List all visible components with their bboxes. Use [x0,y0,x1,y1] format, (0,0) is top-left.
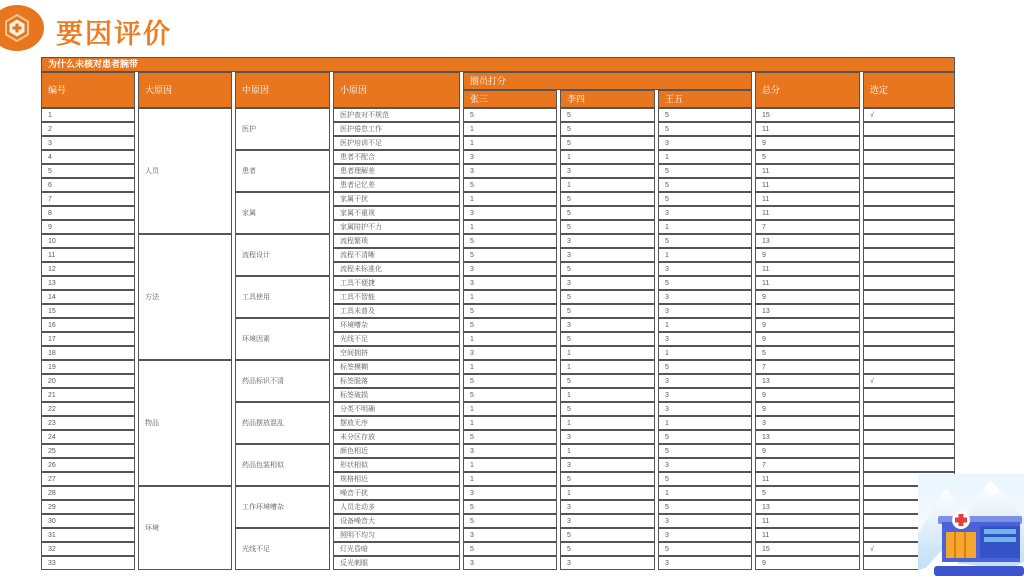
score-cell-member1: 5 [463,514,557,528]
score-cell-member3: 5 [658,430,752,444]
score-cell-member1: 5 [463,178,557,192]
selected-cell [863,332,955,346]
total-cell: 11 [755,178,860,192]
score-cell-member3: 1 [658,220,752,234]
score-cell-member3: 3 [658,556,752,570]
header-total: 总分 [755,72,860,108]
score-cell-member3: 3 [658,514,752,528]
score-cell-member1: 5 [463,542,557,556]
table-row [41,234,955,248]
row-number-cell: 5 [41,164,135,178]
minor-cause-cell: 标签模糊 [333,360,460,374]
row-number-cell: 21 [41,388,135,402]
total-cell: 9 [755,248,860,262]
score-cell-member2: 5 [560,472,655,486]
score-cell-member1: 5 [463,500,557,514]
score-cell-member3: 5 [658,108,752,122]
score-cell-member3: 3 [658,402,752,416]
score-cell-member3: 1 [658,248,752,262]
header-member-3: 王五 [658,90,752,108]
selected-cell [863,304,955,318]
score-cell-member1: 3 [463,206,557,220]
header-member-scoring: 圈员打分 [463,72,752,90]
row-number-cell: 9 [41,220,135,234]
score-cell-member3: 5 [658,360,752,374]
total-cell: 7 [755,360,860,374]
row-number-cell: 12 [41,262,135,276]
score-cell-member3: 5 [658,472,752,486]
score-cell-member1: 5 [463,108,557,122]
row-number-cell: 1 [41,108,135,122]
score-cell-member1: 1 [463,122,557,136]
row-number-cell: 30 [41,514,135,528]
row-number-cell: 6 [41,178,135,192]
score-cell-member1: 5 [463,248,557,262]
score-cell-member2: 5 [560,542,655,556]
row-number-cell: 27 [41,472,135,486]
score-cell-member1: 3 [463,486,557,500]
score-cell-member3: 3 [658,262,752,276]
score-cell-member2: 5 [560,122,655,136]
score-cell-member2: 3 [560,276,655,290]
score-cell-member1: 1 [463,458,557,472]
minor-cause-cell: 家属干扰 [333,192,460,206]
selected-cell [863,416,955,430]
minor-cause-cell: 流程未标准化 [333,262,460,276]
score-cell-member1: 1 [463,360,557,374]
row-number-cell: 2 [41,122,135,136]
score-cell-member1: 3 [463,556,557,570]
row-number-cell: 13 [41,276,135,290]
score-cell-member1: 1 [463,402,557,416]
row-number-cell: 17 [41,332,135,346]
table-header-row [41,72,955,90]
score-cell-member1: 5 [463,318,557,332]
header-major-cause: 大原因 [138,72,232,108]
score-cell-member2: 1 [560,346,655,360]
mid-cause-cell: 流程设计 [235,234,330,276]
total-cell: 13 [755,430,860,444]
minor-cause-cell: 患者理解差 [333,164,460,178]
total-cell: 11 [755,528,860,542]
selected-cell [863,178,955,192]
score-cell-member3: 1 [658,150,752,164]
mid-cause-cell: 药品摆放混乱 [235,402,330,444]
row-number-cell: 28 [41,486,135,500]
total-cell: 9 [755,402,860,416]
score-cell-member1: 1 [463,290,557,304]
score-cell-member1: 5 [463,374,557,388]
selected-cell [863,206,955,220]
row-number-cell: 4 [41,150,135,164]
total-cell: 13 [755,374,860,388]
row-number-cell: 3 [41,136,135,150]
selected-cell [863,150,955,164]
selected-cell [863,136,955,150]
row-number-cell: 32 [41,542,135,556]
total-cell: 7 [755,220,860,234]
table-row [41,486,955,500]
score-cell-member3: 1 [658,318,752,332]
score-cell-member2: 5 [560,374,655,388]
total-cell: 13 [755,234,860,248]
mid-cause-cell: 工具使用 [235,276,330,318]
score-cell-member3: 3 [658,374,752,388]
score-cell-member2: 3 [560,458,655,472]
major-cause-cell: 方法 [138,234,232,360]
hospital-illustration [918,474,1024,576]
score-cell-member3: 5 [658,276,752,290]
mid-cause-cell: 药品包装相似 [235,444,330,486]
total-cell: 5 [755,486,860,500]
score-cell-member3: 1 [658,486,752,500]
table-title: 为什么未核对患者腕带 [41,57,955,72]
minor-cause-cell: 家属不重视 [333,206,460,220]
mid-cause-cell: 家属 [235,192,330,234]
selected-cell [863,444,955,458]
row-number-cell: 25 [41,444,135,458]
selected-cell [863,276,955,290]
score-cell-member1: 1 [463,332,557,346]
minor-cause-cell: 患者记忆差 [333,178,460,192]
mid-cause-cell: 患者 [235,150,330,192]
total-cell: 3 [755,416,860,430]
score-cell-member2: 1 [560,178,655,192]
minor-cause-cell: 形状相似 [333,458,460,472]
row-number-cell: 14 [41,290,135,304]
score-cell-member3: 3 [658,136,752,150]
score-cell-member3: 1 [658,416,752,430]
score-cell-member2: 5 [560,192,655,206]
selected-cell [863,290,955,304]
score-cell-member2: 3 [560,430,655,444]
score-cell-member1: 1 [463,192,557,206]
selected-cell [863,360,955,374]
minor-cause-cell: 反光刺眼 [333,556,460,570]
score-cell-member1: 3 [463,150,557,164]
score-cell-member2: 5 [560,332,655,346]
selected-cell [863,318,955,332]
row-number-cell: 31 [41,528,135,542]
total-cell: 9 [755,332,860,346]
score-cell-member3: 5 [658,444,752,458]
total-cell: 9 [755,556,860,570]
score-cell-member3: 5 [658,234,752,248]
table-row [41,360,955,374]
minor-cause-cell: 照明不均匀 [333,528,460,542]
minor-cause-cell: 环境嘈杂 [333,318,460,332]
score-cell-member3: 5 [658,500,752,514]
score-cell-member1: 1 [463,416,557,430]
score-cell-member3: 3 [658,304,752,318]
table-body [41,108,955,570]
score-cell-member3: 1 [658,346,752,360]
mid-cause-cell: 光线不足 [235,528,330,570]
mid-cause-cell: 环境因素 [235,318,330,360]
row-number-cell: 23 [41,416,135,430]
score-cell-member2: 1 [560,444,655,458]
row-number-cell: 10 [41,234,135,248]
score-cell-member2: 5 [560,136,655,150]
row-number-cell: 33 [41,556,135,570]
minor-cause-cell: 分类不明确 [333,402,460,416]
table-title-row [41,57,955,72]
selected-cell: √ [863,542,955,556]
total-cell: 9 [755,318,860,332]
total-cell: 7 [755,458,860,472]
selected-cell [863,402,955,416]
score-cell-member3: 3 [658,206,752,220]
score-cell-member2: 1 [560,150,655,164]
minor-cause-cell: 未分区存放 [333,430,460,444]
score-cell-member1: 1 [463,220,557,234]
total-cell: 11 [755,206,860,220]
selected-cell [863,346,955,360]
score-cell-member3: 5 [658,164,752,178]
minor-cause-cell: 标签破损 [333,388,460,402]
selected-cell [863,248,955,262]
total-cell: 15 [755,542,860,556]
total-cell: 13 [755,304,860,318]
minor-cause-cell: 工具不智能 [333,290,460,304]
minor-cause-cell: 灯光昏暗 [333,542,460,556]
evaluation-table [38,57,958,570]
minor-cause-cell: 人员走动多 [333,500,460,514]
minor-cause-cell: 流程繁琐 [333,234,460,248]
table-row [41,108,955,122]
score-cell-member1: 3 [463,346,557,360]
selected-cell [863,122,955,136]
total-cell: 11 [755,164,860,178]
selected-cell [863,430,955,444]
mid-cause-cell: 医护 [235,108,330,150]
minor-cause-cell: 患者不配合 [333,150,460,164]
total-cell: 15 [755,108,860,122]
hexagon-plus-icon [2,13,32,43]
row-number-cell: 18 [41,346,135,360]
score-cell-member1: 1 [463,472,557,486]
score-cell-member1: 5 [463,430,557,444]
score-cell-member2: 5 [560,108,655,122]
score-cell-member2: 3 [560,500,655,514]
selected-cell [863,458,955,472]
total-cell: 9 [755,444,860,458]
minor-cause-cell: 颜色相近 [333,444,460,458]
score-cell-member3: 5 [658,542,752,556]
header-selected: 选定 [863,72,955,108]
row-number-cell: 29 [41,500,135,514]
score-cell-member3: 3 [658,458,752,472]
row-number-cell: 15 [41,304,135,318]
row-number-cell: 24 [41,430,135,444]
mid-cause-cell: 药品标识不清 [235,360,330,402]
minor-cause-cell: 标签脱落 [333,374,460,388]
minor-cause-cell: 空间拥挤 [333,346,460,360]
score-cell-member2: 5 [560,220,655,234]
score-cell-member1: 5 [463,388,557,402]
row-number-cell: 22 [41,402,135,416]
row-number-cell: 20 [41,374,135,388]
total-cell: 11 [755,472,860,486]
minor-cause-cell: 噪音干扰 [333,486,460,500]
total-cell: 11 [755,276,860,290]
total-cell: 5 [755,346,860,360]
minor-cause-cell: 摆放无序 [333,416,460,430]
minor-cause-cell: 医护培训不足 [333,136,460,150]
header-number: 编号 [41,72,135,108]
score-cell-member3: 3 [658,388,752,402]
score-cell-member1: 3 [463,444,557,458]
score-cell-member2: 5 [560,262,655,276]
score-cell-member2: 1 [560,416,655,430]
minor-cause-cell: 规格相近 [333,472,460,486]
selected-cell [863,192,955,206]
row-number-cell: 8 [41,206,135,220]
total-cell: 11 [755,122,860,136]
score-cell-member2: 1 [560,388,655,402]
header-mid-cause: 中原因 [235,72,330,108]
score-cell-member2: 3 [560,318,655,332]
row-number-cell: 19 [41,360,135,374]
selected-cell [863,234,955,248]
total-cell: 9 [755,290,860,304]
score-cell-member2: 5 [560,290,655,304]
minor-cause-cell: 医护查对不规范 [333,108,460,122]
total-cell: 5 [755,150,860,164]
row-number-cell: 11 [41,248,135,262]
title-badge [0,5,44,51]
score-cell-member1: 5 [463,304,557,318]
score-cell-member2: 5 [560,304,655,318]
score-cell-member3: 5 [658,178,752,192]
score-cell-member1: 3 [463,164,557,178]
major-cause-cell: 人员 [138,108,232,234]
score-cell-member3: 3 [658,528,752,542]
score-cell-member1: 3 [463,262,557,276]
minor-cause-cell: 工具不便捷 [333,276,460,290]
header-member-2: 李四 [560,90,655,108]
row-number-cell: 26 [41,458,135,472]
score-cell-member2: 1 [560,360,655,374]
minor-cause-cell: 流程不清晰 [333,248,460,262]
score-cell-member2: 3 [560,234,655,248]
selected-cell [863,262,955,276]
total-cell: 9 [755,136,860,150]
row-number-cell: 16 [41,318,135,332]
page-title: 要因评价 [56,19,172,49]
total-cell: 11 [755,262,860,276]
mid-cause-cell: 工作环境嘈杂 [235,486,330,528]
row-number-cell: 7 [41,192,135,206]
minor-cause-cell: 光线不足 [333,332,460,346]
total-cell: 11 [755,514,860,528]
score-cell-member1: 3 [463,528,557,542]
major-cause-cell: 环境 [138,486,232,570]
header-minor-cause: 小原因 [333,72,460,108]
score-cell-member2: 5 [560,402,655,416]
selected-cell: √ [863,374,955,388]
score-cell-member2: 3 [560,514,655,528]
selected-cell: √ [863,108,955,122]
score-cell-member2: 5 [560,528,655,542]
minor-cause-cell: 医护倦怠工作 [333,122,460,136]
total-cell: 9 [755,388,860,402]
score-cell-member1: 1 [463,136,557,150]
total-cell: 11 [755,192,860,206]
score-cell-member2: 3 [560,164,655,178]
header-member-1: 张三 [463,90,557,108]
score-cell-member3: 5 [658,122,752,136]
minor-cause-cell: 设备噪音大 [333,514,460,528]
score-cell-member3: 3 [658,290,752,304]
major-cause-cell: 物品 [138,360,232,486]
selected-cell [863,388,955,402]
total-cell: 13 [755,500,860,514]
score-cell-member1: 5 [463,234,557,248]
minor-cause-cell: 工具未普及 [333,304,460,318]
score-cell-member2: 3 [560,556,655,570]
score-cell-member2: 1 [560,486,655,500]
score-cell-member3: 5 [658,192,752,206]
score-cell-member1: 3 [463,276,557,290]
selected-cell [863,220,955,234]
score-cell-member3: 3 [658,332,752,346]
minor-cause-cell: 家属陪护不力 [333,220,460,234]
selected-cell [863,164,955,178]
score-cell-member2: 3 [560,248,655,262]
score-cell-member2: 5 [560,206,655,220]
